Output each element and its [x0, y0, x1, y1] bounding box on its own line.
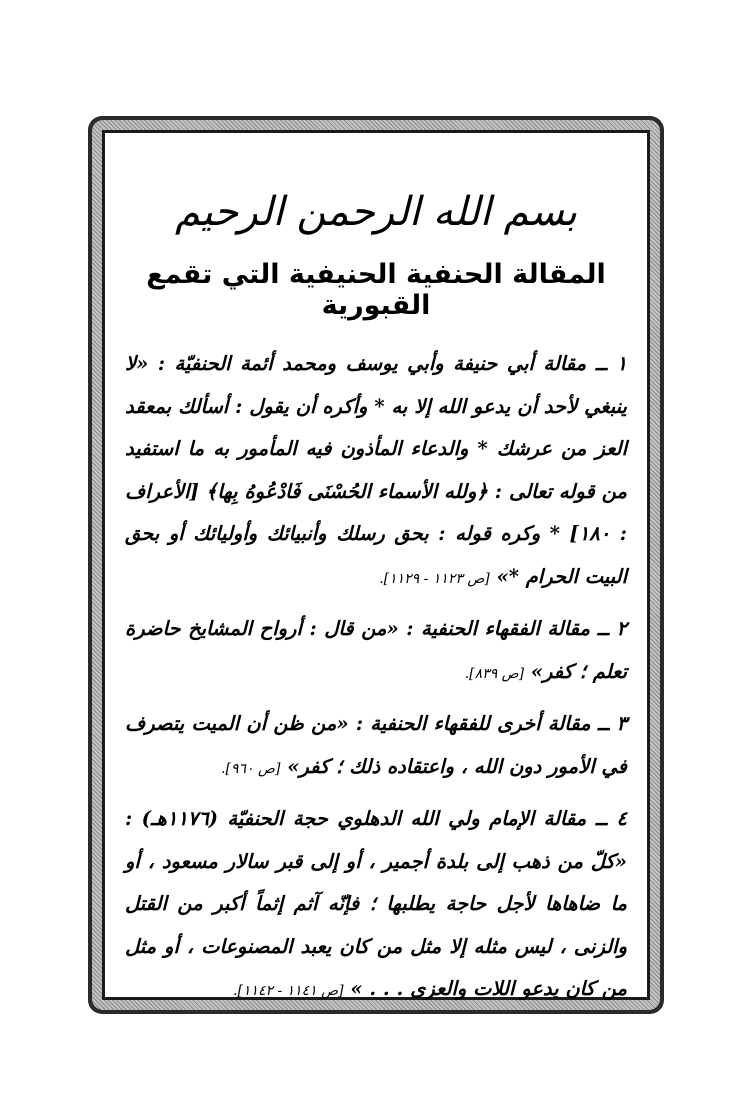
paragraph-1 [125, 343, 627, 600]
page-reference: [ص ٨٣٩]. [464, 665, 525, 682]
paragraph-2 [125, 608, 627, 695]
paragraph-text: ٤ ــ مقالة الإمام ولي الله الدهلوي حجة الحنفيّة (١١٧٦هـ) : «كلّ من ذهب إلى بلدة أجمير ، أو إلى قبر سالار مسعود ، أو ما ضاهاها لأجل حاجة يطلبها ؛ فإنّه آثم إثماً أكبر من القتل والزنى ، ليس مثله إلا مثل من كان يعبد المصنوعات ، أو مثل من كان يدعو اللات والعزى . . . » [125, 807, 627, 1000]
decorative-border [92, 120, 660, 1010]
paragraph-3 [125, 703, 627, 790]
body-text [125, 343, 627, 1021]
page-reference: [ص ١١٤١ - ١١٤٢]. [233, 983, 344, 999]
basmala-calligraphy: بسم الله الرحمن الرحيم [174, 189, 578, 235]
page-reference: [ص ٩٦٠]. [221, 760, 281, 777]
paragraph-text: ١ ــ مقالة أبي حنيفة وأبي يوسف ومحمد أئمة الحنفيّة : «لا ينبغي لأحد أن يدعو الله إلا به * وأكره أن يقول : أسألك بمعقد العز من عرشك * والدعاء المأذون فيه المأمور به ما استفيد من قوله تعالى : ﴿ولله الأسماء الحُسْنَى فَادْعُوهُ بِها﴾ [الأعراف : ١٨٠] * وكره قوله : بحق رسلك وأنبيائك وأوليائك أو بحق البيت الحرام *» [125, 352, 627, 588]
page-reference: [ص ١١٢٣ - ١١٢٩]. [379, 570, 490, 587]
paragraph-text: ٢ ــ مقالة الفقهاء الحنفية : «من قال : أرواح المشايخ حاضرة تعلم ؛ كفر» [125, 617, 627, 683]
paragraph-text: ٣ ــ مقالة أخرى للفقهاء الحنفية : «من ظن أن الميت يتصرف في الأمور دون الله ، واعتقاده ذلك ؛ كفر» [125, 712, 627, 778]
paragraph-4 [125, 798, 627, 1013]
page-title: المقالة الحنفية الحنيفية التي تقمع القبورية [146, 259, 606, 321]
page-frame [88, 116, 664, 1014]
content-panel [102, 130, 650, 1000]
